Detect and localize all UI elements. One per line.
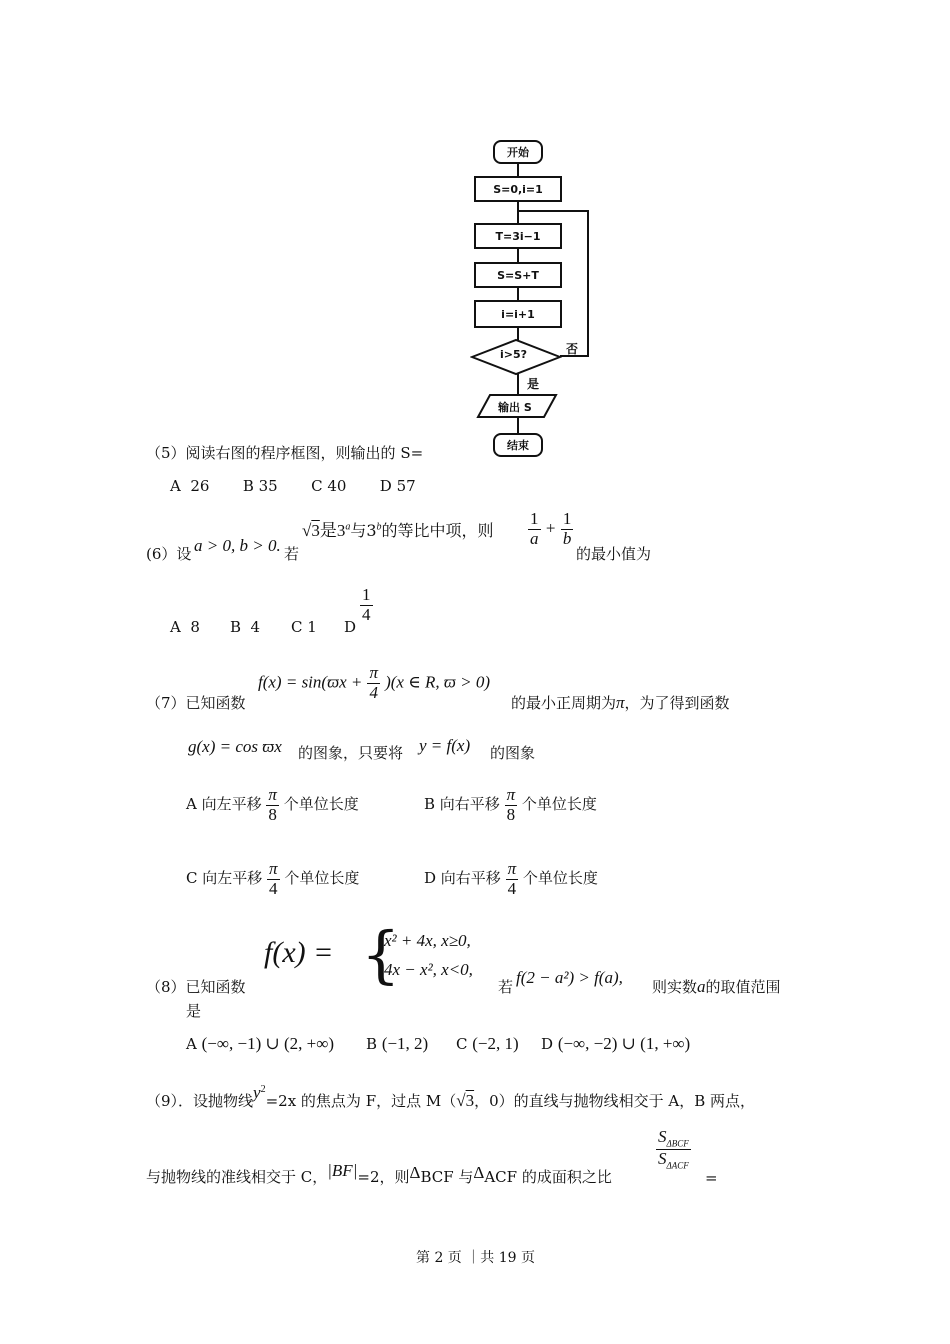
q8-fx: f(x) = [264,936,334,969]
q7-line2-mid: 的图象，只要将 [298,744,404,762]
q6-prefix: (6）设 [146,545,192,563]
q6-option-a: A 8 [170,618,200,636]
q7-prefix: （7）已知函数 [146,694,246,712]
q6-ruo: 若 [284,545,300,563]
flow-line-loop-right [587,210,589,357]
flow-end: 结束 [493,433,543,457]
q7-function: f(x) = sin(ϖx + $\frac{\pi}{4}$ )(x ∈ R, ϖ > 0) [258,663,491,702]
q8-option-a: A (−∞, −1) ∪ (2, +∞) [186,1034,335,1053]
flow-decision-label: i>5? [500,348,528,361]
q9-line1: （9）．设抛物线$y^2=2x$ 的焦点为 F，过点 M（√3，0）的直线与抛物线相交于 A，B 两点， [146,1083,756,1110]
q8-case2: 4x − x², x<0, [384,960,473,979]
flow-start: 开始 [493,140,543,164]
q7-line2-end: 的图象 [490,744,536,762]
q8-case1: x² + 4x, x≥0, [384,931,471,950]
flow-output-label: 输出 S [498,401,532,414]
q5-stem: （5）阅读右图的程序框图，则输出的 S= [146,444,424,462]
q5-options: A 26 B 35 C 40 D 57 [170,477,416,495]
q6-option-d-frac: $\frac{1}{4}$ [362,585,371,624]
q8-tail: 则实数a的取值范围 [652,977,781,996]
flow-no-label: 否 [566,342,579,356]
q9-ratio: $\frac{S_{\Delta BCF}}{S_{\Delta ACF}}$ [658,1127,689,1171]
q6-condition: a > 0, b > 0. [194,536,281,555]
q8-prefix: （8）已知函数 [146,978,246,996]
flow-init: S=0,i=1 [474,176,562,202]
q6-option-d: D [344,618,357,636]
q6-statement: √3是3$^a$与3$^b$的等比中项，则 [302,521,494,540]
q7-gx: g(x) = cos ϖx [188,737,282,756]
flow-yes-label: 是 [527,377,540,391]
q7-option-c: C 向左平移 $\frac{\pi}{4}$ 个单位长度 [186,859,360,898]
q8-option-d: D (−∞, −2) ∪ (1, +∞) [541,1034,691,1053]
flow-step-t: T=3i−1 [474,223,562,249]
q8-ruo: 若 [498,978,514,996]
q8-brace: { [361,918,401,991]
flow-step-i: i=i+1 [474,300,562,328]
q7-option-b: B 向右平移 $\frac{\pi}{8}$ 个单位长度 [424,785,597,824]
q8-shi: 是 [186,1002,202,1020]
q6-option-b: B 4 [230,618,261,636]
q8-option-c: C (−2, 1) [456,1034,519,1053]
q6-option-c: C 1 [291,618,317,636]
q9-line2: 与抛物线的准线相交于 C，|BF|=2，则ΔBCF 与ΔACF 的成面积之比 [146,1161,612,1186]
q8-condition: f(2 − a²) > f(a), [516,968,623,987]
q7-yfx: y = f(x) [419,736,471,755]
q6-expression: $\frac{1}{a}$ + $\frac{1}{b}$ [530,509,572,548]
page-footer: 第 2 页 ｜共 19 页 [416,1250,535,1266]
q6-end: 的最小值为 [576,545,652,563]
flow-line-loop-top [517,210,589,212]
q7-option-a: A 向左平移 $\frac{\pi}{8}$ 个单位长度 [186,785,359,824]
q8-option-b: B (−1, 2) [366,1034,429,1053]
q7-mid: 的最小正周期为π，为了得到函数 [511,693,730,712]
flow-step-s: S=S+T [474,262,562,288]
q9-equals: = [705,1169,718,1187]
q7-option-d: D 向右平移 $\frac{\pi}{4}$ 个单位长度 [424,859,598,898]
